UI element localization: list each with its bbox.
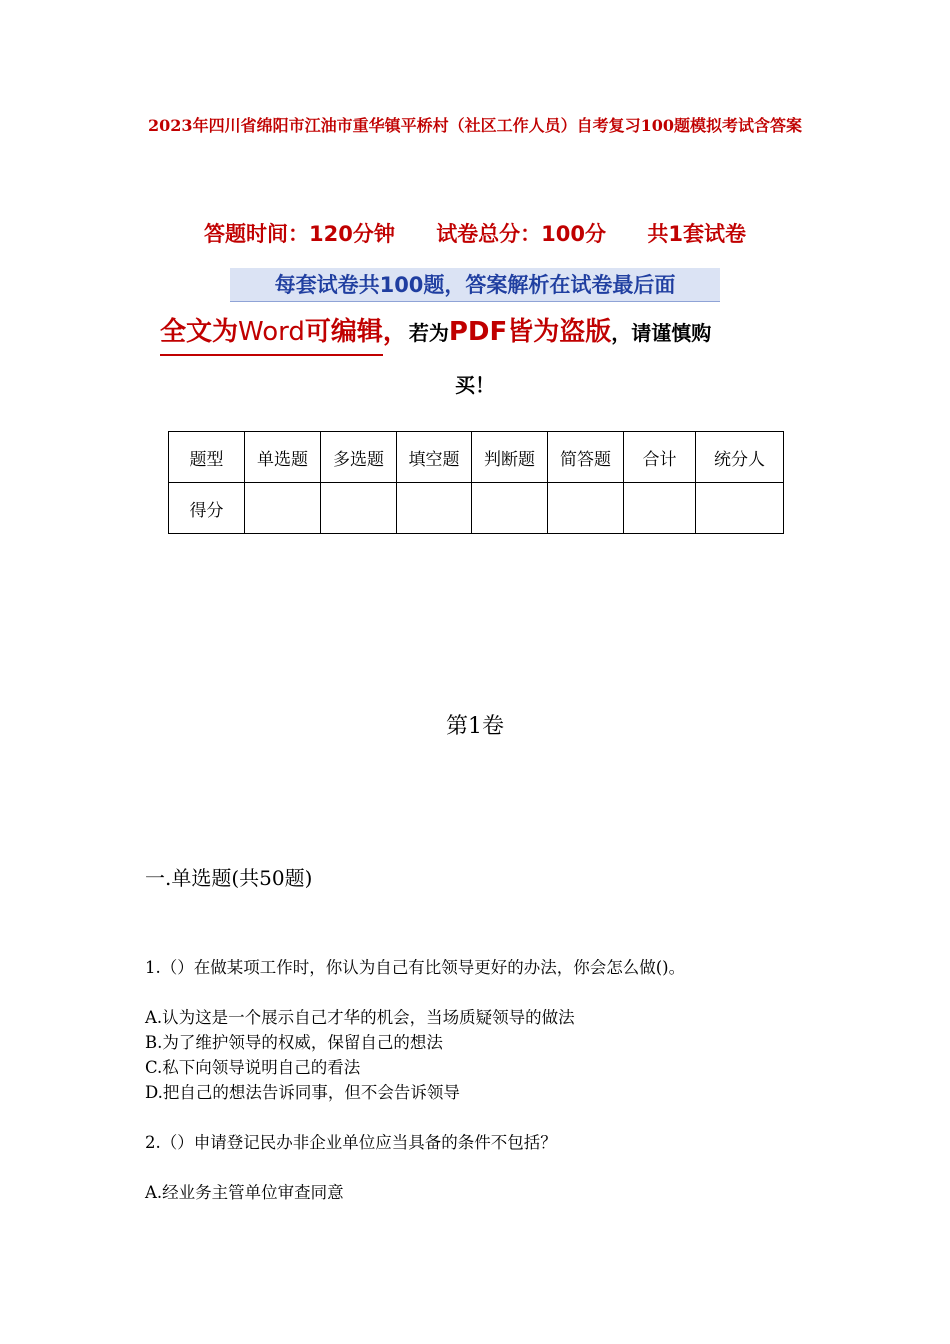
question-2-option-a: A.经业务主管单位审查同意 (145, 1183, 344, 1202)
score-cell-total[interactable] (624, 483, 696, 534)
word-suffix: 可编辑 (304, 317, 383, 347)
header-cell-short: 简答题 (548, 432, 624, 483)
question-2-text: 2.（）申请登记民办非企业单位应当具备的条件不包括？ (145, 1133, 557, 1152)
score-cell-scorer[interactable] (696, 483, 784, 534)
score-cell-fill[interactable] (397, 483, 472, 534)
score-table (168, 431, 784, 534)
header-cell-single: 单选题 (245, 432, 321, 483)
header-cell-multi: 多选题 (321, 432, 397, 483)
question-1-option-a: A.认为这是一个展示自己才华的机会，当场质疑领导的做法 (145, 1008, 575, 1027)
comma-1: ， (382, 317, 409, 347)
question-1-option-c: C.私下向领导说明自己的看法 (145, 1058, 361, 1077)
header-cell-fill: 填空题 (397, 432, 472, 483)
word-editable-underlined (160, 312, 383, 356)
if-pdf: 若为 (408, 321, 449, 345)
header-cell-judge: 判断题 (472, 432, 548, 483)
score-cell-multi[interactable] (321, 483, 397, 534)
answer-notice: 每套试卷共100题，答案解析在试卷最后面 (230, 268, 720, 302)
comma-2: ， (611, 321, 632, 345)
exam-info (0, 219, 950, 249)
careful-purchase: 请谨慎购 (631, 321, 712, 345)
score-table-score-row (169, 483, 784, 534)
buy-notice: 买！ (455, 373, 495, 397)
question-1-option-d: D.把自己的想法告诉同事，但不会告诉领导 (145, 1083, 460, 1102)
question-1-option-b: B.为了维护领导的权威，保留自己的想法 (145, 1033, 443, 1052)
word-name: Word (238, 317, 305, 347)
exam-sets: 共1套试卷 (647, 222, 746, 246)
score-table-header-row (169, 432, 784, 483)
question-1-text: 1.（）在做某项工作时，你认为自己有比领导更好的办法，你会怎么做()。 (145, 958, 686, 977)
score-cell-single[interactable] (245, 483, 321, 534)
header-cell-type: 题型 (169, 432, 245, 483)
score-cell-short[interactable] (548, 483, 624, 534)
score-row-label: 得分 (169, 483, 245, 534)
header-cell-total: 合计 (624, 432, 696, 483)
page-title: 2023年四川省绵阳市江油市重华镇平桥村（社区工作人员）自考复习100题模拟考试含答案 (148, 116, 802, 135)
volume-title: 第1卷 (446, 714, 504, 739)
exam-time: 答题时间：120分钟 (204, 222, 395, 246)
pdf-piracy: PDF皆为盗版 (448, 317, 612, 347)
word-prefix: 全文为 (160, 317, 239, 347)
word-editable-notice (160, 312, 800, 356)
exam-total-score: 试卷总分：100分 (436, 222, 607, 246)
header-cell-scorer: 统分人 (696, 432, 784, 483)
score-cell-judge[interactable] (472, 483, 548, 534)
section-title: 一.单选题(共50题) (145, 866, 313, 890)
